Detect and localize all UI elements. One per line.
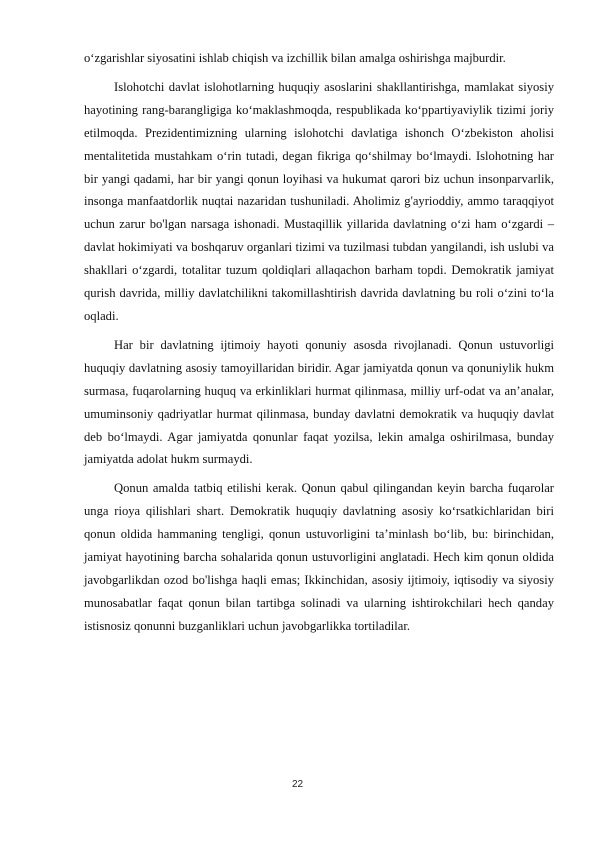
paragraph-continuation: o‘zgarishlar siyosatini ishlab chiqish va izchillik bilan amalga oshirishga majburdir. bbox=[84, 51, 506, 65]
page-number: 22 bbox=[291, 779, 304, 790]
paragraph-rule-of-law: Har bir davlatning ijtimoiy hayoti qonuniy asosda rivojlanadi. Qonun ustuvorligi huquqiy davlatning asosiy tamoyillaridan biridir. Agar jamiyatda qonun va qonuniylik hukm surmasa, fuqarolarning huquq va erkinliklari hurmat qilinmasa, milliy urf-odat va an’analar, umuminsoniy qadriyatlar hurmat qilinmasa, bunday davlatni demokratik va huquqiy davlat deb bo‘lmaydi. Agar jamiyatda qonunlar faqat yozilsa, lekin amalga oshirilmasa, bunday jamiyatda adolat hukm surmaydi. bbox=[84, 337, 554, 467]
document-page bbox=[84, 47, 554, 644]
paragraph-reformist-state: Islohotchi davlat islohotlarning huquqiy asoslarini shakllantirishga, mamlakat siyosiy hayotining rang-barangligiga ko‘maklashmoqda, respublikada ko‘ppartiyaviylik tizimi joriy etilmoqda. Prezidentimizning ularning islohotchi davlatiga ishonch O‘zbekiston aholisi mentalitetida mustahkam o‘rin tutadi, degan fikriga qo‘shilmay bo‘lmaydi. Islohotning har bir yangi qadami, har bir yangi qonun loyihasi va hukumat qarori biz uchun insonparvarlik, insonga manfaatdorlik nuqtai nazaridan tushuniladi. Aholimiz g'ayrioddiy, ammo taraqqiyot uchun zarur bo'lgan narsaga ishonadi. Mustaqillik yillarida davlatning o‘zi ham o‘zgardi – davlat hokimiyati va boshqaruv organlari tizimi va tuzilmasi tubdan yangilandi, ish uslubi va shakllari o‘zgardi, totalitar tuzum qoldiqlari allaqachon barham topdi. Demokratik jamiyat qurish davrida, milliy davlatchilikni takomillashtirish davrida davlatning bu roli o‘zini to‘la oqladi. bbox=[84, 79, 554, 323]
paragraph-law-enforcement: Qonun amalda tatbiq etilishi kerak. Qonun qabul qilingandan keyin barcha fuqarolar unga rioya qilishlari shart. Demokratik huquqiy davlatning asosiy ko‘rsatkichlaridan biri qonun oldida hammaning tengligi, qonun ustuvorligini ta’minlash bo‘lib, bu: birinchidan, jamiyat hayotining barcha sohalarida qonun ustuvorligini anglatadi. Hech kim qonun oldida javobgarlikdan ozod bo'lishga haqli emas; Ikkinchidan, asosiy ijtimoiy, iqtisodiy va siyosiy munosabatlar faqat qonun bilan tartibga solinadi va ularning ishtirokchilari hech qanday istisnosiz qonunni buzganliklari uchun javobgarlikka tortiladilar. bbox=[84, 481, 554, 633]
